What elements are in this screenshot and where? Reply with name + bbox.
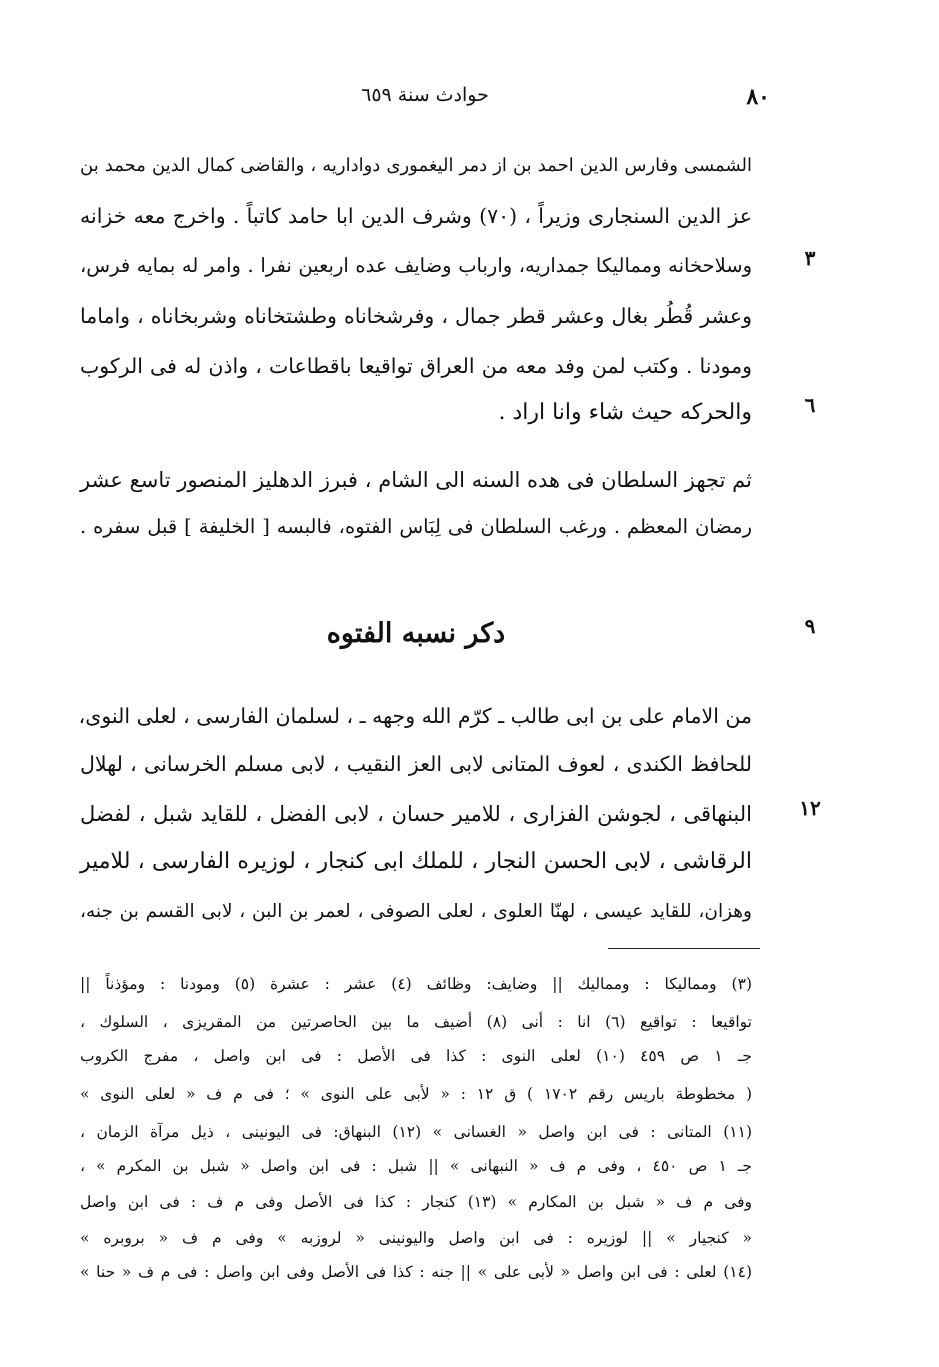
footnote-line: (١١) المتانى : فى ابن واصل « الغسانى » (١٢) البنهاق: فى اليونينى ، ذيل مرآة الزمان ، — [80, 1123, 753, 1141]
text-line: البنهاقى ، لجوشن الفزارى ، للامير حسان ، لابى الفضل ، للقايد شبل ، لفضل — [80, 802, 752, 826]
running-title: حوادث سنة ٦٥٩ — [361, 84, 489, 106]
text-line: وعشر قُطُر بغال وعشر قطر جمال ، وفرشخاناه وطشتخاناه وشربخاناه ، واماما — [80, 304, 752, 328]
text-line: ثم تجهز السلطان فى هده السنه الى الشام ، فبرز الدهليز المنصور تاسع عشر — [80, 468, 752, 492]
footnote-line: تواقيعا : تواقيع (٦) انا : أنى (٨) أضيف ما بين الحاصرتين من المقريزى ، السلوك ، — [80, 1013, 752, 1031]
text-line: عز الدين السنجارى وزيراً ، (٧٠) وشرف الدين ابا حامد كاتباً . واخرج معه خزانه — [80, 204, 752, 228]
text-line: رمضان المعظم . ورغب السلطان فى لِبَاس الفتوه، فالبسه [ الخليفة ] قبل سفره . — [80, 515, 752, 538]
footnote-line: جـ ١ ص ٤٥٠ ، وفى م ف « النبهانى » || شبل : فى ابن واصل « شبل بن المكرم » ، — [80, 1157, 752, 1175]
margin-line-number: ٣ — [804, 246, 816, 270]
footnote-line: جـ ١ ص ٤٥٩ (١٠) لعلى النوى : كذا فى الأصل : فى ابن واصل ، مفرج الكروب — [80, 1047, 752, 1065]
margin-line-number: ٩ — [804, 614, 816, 638]
text-line: الشمسى وفارس الدين احمد بن از دمر اليغمورى دواداريه ، والقاضى كمال الدين محمد بن — [80, 155, 752, 176]
footnote-line: « كنجيار » || لوزيره : فى ابن واصل واليونينى « لروزبه » وفى م ف « بروبره » — [80, 1229, 752, 1247]
footnote-line: وفى م ف « شبل بن المكارم » (١٣) كنجار : كذا فى الأصل وفى م ف : فى ابن واصل — [80, 1193, 753, 1211]
text-line: والحركه حيث شاء وانا اراد . — [498, 400, 752, 425]
margin-line-number: ١٢ — [799, 796, 821, 820]
text-line: من الامام على بن ابى طالب ـ كرّم الله وجهه ـ ، لسلمان الفارسى ، لعلى النوى، — [78, 704, 752, 728]
section-heading: دكر نسبه الفتوه — [326, 618, 506, 649]
footnote-line: ( مخطوطة باريس رقم ١٧٠٢ ) ق ١٢ : « لأبى على النوى » ؛ فى م ف « لعلى النوى » — [80, 1085, 752, 1103]
text-line: وسلاحخانه ومماليكا جمداريه، وارباب وضايف عده اربعين نفرا . وامر له بمايه فرس، — [80, 254, 752, 277]
text-line: الرقاشى ، لابى الحسن النجار ، للملك ابى كنجار ، لوزيره الفارسى ، للامير — [80, 849, 752, 874]
text-line: وهزان، للقايد عيسى ، لهنّا العلوى ، لعلى الصوفى ، لعمر بن البن ، لابى القسم بن جنه، — [80, 901, 752, 922]
text-line: للحافظ الكندى ، لعوف المتانى لابى العز النقيب ، لابى مسلم الخرسانى ، لهلال — [80, 752, 752, 776]
page-header — [80, 84, 770, 114]
text-line: ومودنا . وكتب لمن وفد معه من العراق تواقيعا باقطاعات ، واذن له فى الركوب — [80, 354, 752, 378]
footnote-line: (٣) ومماليكا : ومماليك || وضايف: وظائف (٤) عشر : عشرة (٥) ومودنا : ومؤذناً || — [80, 975, 752, 993]
footnote-line: (١٤) لعلى : فى ابن واصل « لأبى على » || جنه : كذا فى الأصل وفى ابن واصل : فى م ف « حنا » — [80, 1263, 752, 1281]
margin-line-number: ٦ — [804, 393, 816, 417]
footnote-rule — [608, 948, 760, 949]
page-number: ٨٠ — [746, 84, 770, 110]
